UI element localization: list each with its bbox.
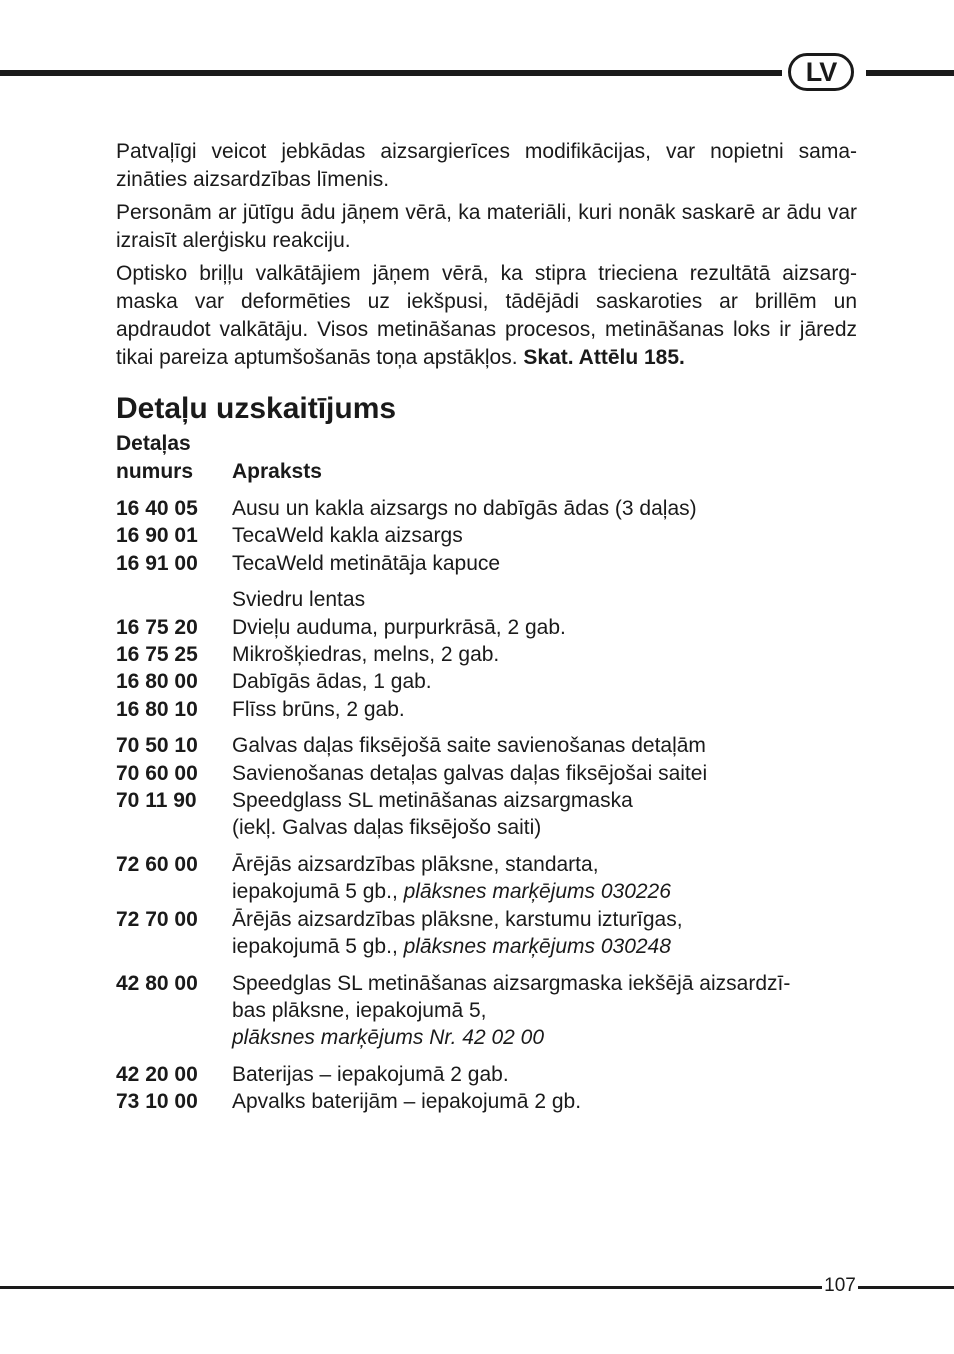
- part-number: 16 80 00: [116, 670, 198, 694]
- description-line: Sviedru lentas: [232, 588, 366, 612]
- language-badge: LV: [788, 53, 854, 91]
- part-row: [116, 495, 857, 522]
- section-title: Detaļu uzskaitījums: [116, 392, 397, 425]
- part-description: [232, 970, 857, 1052]
- plate-marking: plāksnes marķējums 030226: [403, 880, 671, 904]
- description-line: Speedglas SL metināšanas aizsargmaska iekšējā aizsardzī-: [232, 971, 791, 995]
- description-line: Savienošanas detaļas galvas daļas fiksējošai saitei: [232, 761, 708, 785]
- part-number: 72 60 00: [116, 852, 198, 876]
- description-line: [232, 933, 857, 960]
- intro-paragraph-text: Optisko briļļu valkātājiem jāņem vērā, ka stipra trieciena rezultātā aizsarg-maska var deformēties uz iekšpusi, tādējādi saskaroties ar brillēm un apdraudot valkātāju. Visos metināšanas procesos, metināšanas loks ir jāredz tikai pareiza aptumšošanās toņa apstākļos.: [116, 262, 857, 369]
- column-header-description: Apraksts: [232, 460, 322, 483]
- part-row: [116, 970, 857, 1052]
- part-row: [116, 614, 857, 641]
- description-line: Ausu un kakla aizsargs no dabīgās ādas (3 daļas): [232, 497, 697, 520]
- intro-paragraph: Personām ar jūtīgu ādu jāņem vērā, ka materiāli, kuri nonāk saskarē ar ādu var izraisīt alerģisku reakciju.: [116, 201, 857, 252]
- parts-group: [116, 851, 857, 961]
- part-description: [232, 1088, 857, 1115]
- part-number: 16 80 10: [116, 697, 198, 721]
- packaging-text: iepakojumā 5 gb.,: [232, 935, 404, 959]
- description-line: Speedglass SL metināšanas aizsargmaska: [232, 789, 633, 813]
- description-line: Ārējās aizsardzības plāksne, standarta,: [232, 852, 599, 876]
- packaging-text: iepakojumā 5 gb.,: [232, 880, 404, 904]
- part-number: 16 40 05: [116, 497, 198, 520]
- part-row: [116, 641, 857, 668]
- page-content: [116, 138, 857, 1125]
- figure-reference: Skat. Attēlu 185.: [523, 346, 685, 369]
- part-row: [116, 906, 857, 961]
- part-row: [116, 787, 857, 842]
- part-row: [116, 1088, 857, 1115]
- part-number: 70 11 90: [116, 789, 197, 813]
- part-row: [116, 1061, 857, 1088]
- part-description: [232, 641, 857, 668]
- part-row: [116, 696, 857, 723]
- part-description: [232, 614, 857, 641]
- part-row: [116, 522, 857, 549]
- part-row: [116, 851, 857, 906]
- part-number: 73 10 00: [116, 1090, 198, 1114]
- description-line: Flīss brūns, 2 gab.: [232, 697, 405, 721]
- part-description: [232, 1061, 857, 1088]
- description-line: (iekļ. Galvas daļas fiksējošo saiti): [232, 816, 542, 840]
- column-header-number-line1: Detaļas: [116, 432, 191, 455]
- part-description: [232, 550, 857, 577]
- part-number: 70 50 10: [116, 734, 198, 758]
- part-number: 70 60 00: [116, 761, 198, 785]
- description-line: TecaWeld metinātāja kapuce: [232, 551, 501, 575]
- parts-group: [116, 970, 857, 1052]
- description-line: bas plāksne, iepakojumā 5,: [232, 998, 487, 1022]
- part-number: 16 75 25: [116, 643, 198, 667]
- header-rule-left: [0, 70, 782, 76]
- page-number: 107: [824, 1275, 856, 1296]
- parts-table-header: [116, 430, 857, 486]
- description-line: Dvieļu auduma, purpurkrāsā, 2 gab.: [232, 615, 566, 639]
- part-row: [116, 586, 857, 613]
- part-number: 16 91 00: [116, 551, 198, 575]
- part-number: 42 80 00: [116, 971, 198, 995]
- part-description: [232, 586, 857, 613]
- parts-group: [116, 732, 857, 842]
- description-line: Mikrošķiedras, melns, 2 gab.: [232, 643, 500, 667]
- part-description: [232, 732, 857, 759]
- intro-text: [116, 138, 857, 372]
- part-row: [116, 668, 857, 695]
- intro-paragraph: [116, 260, 857, 372]
- description-line: [232, 878, 857, 905]
- footer-rule-right: [858, 1286, 954, 1289]
- footer-rule-left: [0, 1286, 822, 1289]
- part-number: 16 75 20: [116, 615, 198, 639]
- description-line: TecaWeld kakla aizsargs: [232, 524, 463, 548]
- description-line: Baterijas – iepakojumā 2 gab.: [232, 1062, 509, 1086]
- part-description: [232, 787, 857, 842]
- part-number: 16 90 01: [116, 524, 198, 548]
- part-description: [232, 760, 857, 787]
- plate-marking: plāksnes marķējums 030248: [403, 935, 671, 959]
- part-number: 42 20 00: [116, 1062, 198, 1086]
- description-line: Dabīgās ādas, 1 gab.: [232, 670, 432, 694]
- part-row: [116, 760, 857, 787]
- parts-group: [116, 495, 857, 577]
- parts-group: [116, 586, 857, 723]
- part-number: 72 70 00: [116, 907, 198, 931]
- plate-marking: plāksnes marķējums Nr. 42 02 00: [232, 1026, 545, 1050]
- part-description: [232, 668, 857, 695]
- part-description: [232, 495, 857, 522]
- parts-list: [116, 495, 857, 1116]
- parts-group: [116, 1061, 857, 1116]
- column-header-number-line2: numurs: [116, 460, 194, 483]
- description-line: Apvalks baterijām – iepakojumā 2 gb.: [232, 1090, 582, 1114]
- description-line: Ārējās aizsardzības plāksne, karstumu izturīgas,: [232, 907, 683, 931]
- part-description: [232, 906, 857, 961]
- part-row: [116, 732, 857, 759]
- part-number: [116, 586, 232, 613]
- header-rule-right: [866, 70, 954, 76]
- intro-paragraph: Patvaļīgi veicot jebkādas aizsargierīces modifikācijas, var nopietni sama-zināties aizsardzības līmenis.: [116, 140, 857, 191]
- part-description: [232, 851, 857, 906]
- part-description: [232, 522, 857, 549]
- part-description: [232, 696, 857, 723]
- description-line: Galvas daļas fiksējošā saite savienošanas detaļām: [232, 734, 706, 758]
- part-row: [116, 550, 857, 577]
